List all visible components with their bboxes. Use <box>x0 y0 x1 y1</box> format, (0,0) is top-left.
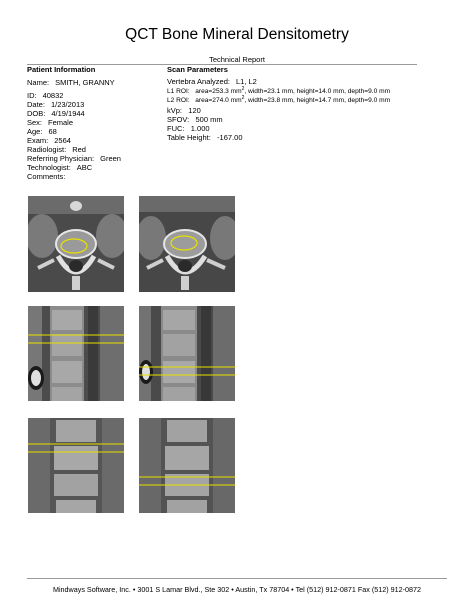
vertebra-label: Vertebra Analyzed: <box>167 77 230 86</box>
sfov-value: 500 mm <box>195 115 223 124</box>
coronal-ct-image-l2 <box>139 418 235 513</box>
name-value: SMITH, GRANNY <box>55 78 115 87</box>
id-label: ID: <box>27 91 37 100</box>
exam-date <box>27 100 84 109</box>
patient-name <box>27 78 115 87</box>
fuc <box>167 124 210 133</box>
l1-roi-dims: , width=23.1 mm, height=14.0 mm, depth=9.0 mm <box>244 88 391 95</box>
id-value: 40832 <box>42 91 64 100</box>
patient-age <box>27 127 57 136</box>
patient-info-heading: Patient Information <box>27 65 96 74</box>
referring-label: Referring Physician: <box>27 154 95 163</box>
report-subtitle: Technical Report <box>209 55 265 64</box>
sfov-label: SFOV: <box>167 115 190 124</box>
kvp-value: 120 <box>188 106 201 115</box>
table-height-value: -167.00 <box>217 133 243 142</box>
l1-roi-label: L1 ROI: <box>167 88 190 95</box>
referring-physician <box>27 154 121 163</box>
radiologist <box>27 145 86 154</box>
sagittal-ct-image-l1 <box>28 306 124 401</box>
patient-dob <box>27 109 85 118</box>
axial-ct-image-l1 <box>28 196 124 292</box>
age-label: Age: <box>27 127 43 136</box>
report-title: QCT Bone Mineral Densitometry <box>125 26 349 43</box>
patient-sex <box>27 118 73 127</box>
fuc-label: FUC: <box>167 124 185 133</box>
l2-roi-area: area=274.0 mm <box>195 97 242 104</box>
vertebra-analyzed <box>167 77 257 86</box>
name-label: Name: <box>27 78 50 87</box>
l2-roi-label: L2 ROI: <box>167 97 190 104</box>
sex-label: Sex: <box>27 118 43 127</box>
l2-roi <box>167 96 390 105</box>
radiologist-value: Red <box>72 145 86 154</box>
vertebra-value: L1, L2 <box>235 77 257 86</box>
l2-area-unit-sup: 2 <box>241 94 245 101</box>
technologist-value: ABC <box>76 163 93 172</box>
scan-params-heading: Scan Parameters <box>167 65 228 74</box>
axial-ct-image-l2 <box>139 196 235 292</box>
kvp-label: kVp: <box>167 106 183 115</box>
date-value: 1/23/2013 <box>50 100 85 109</box>
table-height <box>167 133 242 142</box>
footer-address: Mindways Software, Inc. • 3001 S Lamar Blvd., Ste 302 • Austin, Tx 78704 • Tel (512) 912-0871 Fax (512) 912-0872 <box>52 585 422 594</box>
technologist <box>27 163 92 172</box>
sfov <box>167 115 223 124</box>
sex-value: Female <box>48 118 74 127</box>
exam-value: 2564 <box>54 136 71 145</box>
technologist-label: Technologist: <box>27 163 71 172</box>
kvp <box>167 106 201 115</box>
date-label: Date: <box>27 100 45 109</box>
radiologist-label: Radiologist: <box>27 145 67 154</box>
comments-label: Comments: <box>27 172 66 181</box>
referring-value: Green <box>100 154 121 163</box>
dob-label: DOB: <box>27 109 46 118</box>
l1-roi-area: area=253.3 mm <box>195 88 242 95</box>
comments <box>27 172 65 181</box>
l2-roi-dims: , width=23.8 mm, height=14.7 mm, depth=9.0 mm <box>244 97 391 104</box>
table-height-label: Table Height: <box>167 133 211 142</box>
dob-value: 4/19/1944 <box>51 109 85 118</box>
sagittal-ct-image-l2 <box>139 306 235 401</box>
footer-rule <box>27 578 447 579</box>
age-value: 68 <box>48 127 57 136</box>
patient-id <box>27 91 63 100</box>
fuc-value: 1.000 <box>190 124 210 133</box>
l1-area-unit-sup: 2 <box>241 85 245 92</box>
exam-number <box>27 136 71 145</box>
coronal-ct-image-l1 <box>28 418 124 513</box>
l1-roi <box>167 87 390 96</box>
exam-label: Exam: <box>27 136 49 145</box>
